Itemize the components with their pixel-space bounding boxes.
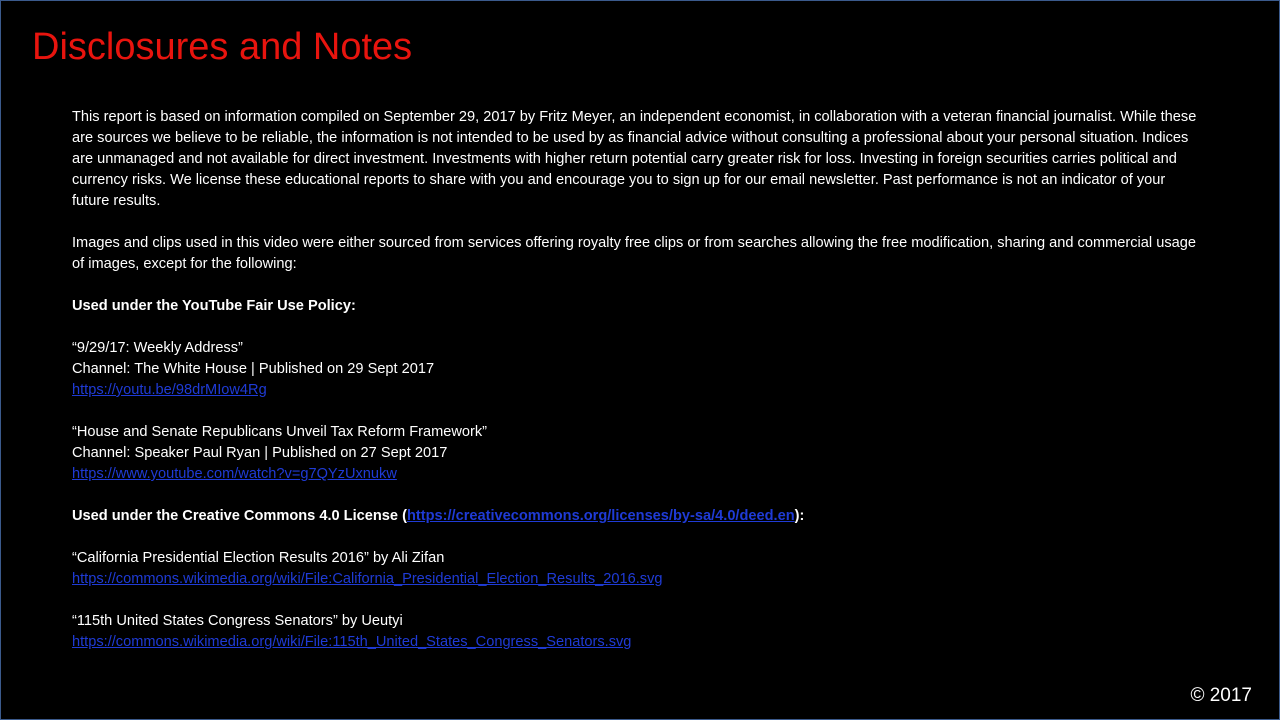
image-credit: [72, 611, 1202, 653]
clip-link[interactable]: https://www.youtube.com/watch?v=g7QYzUxnukw: [72, 466, 397, 482]
image-credit: [72, 548, 1202, 590]
cc-heading-prefix: Used under the Creative Commons 4.0 License (: [72, 508, 407, 524]
copyright-notice: © 2017: [1190, 685, 1252, 706]
clip-credit: [72, 338, 1202, 401]
disclosure-paragraph: This report is based on information compiled on September 29, 2017 by Fritz Meyer, an independent economist, in collaboration with a veteran financial journalist. While these are sources we believe to be reliable, the information is not intended to be used by as financial advice without consulting a professional about your personal situation. Indices are unmanaged and not available for direct investment. Investments with higher return potential carry greater risk for loss. Investing in foreign securities carries political and currency risks. We license these educational reports to share with you and encourage you to sign up for our email newsletter. Past performance is not an indicator of your future results.: [72, 109, 1197, 209]
slide-body: [72, 107, 1202, 674]
image-title: “California Presidential Election Results 2016” by Ali Zifan: [72, 550, 445, 566]
clip-credit: [72, 422, 1202, 485]
cc-heading-suffix: ):: [794, 508, 805, 524]
slide-title: Disclosures and Notes: [32, 26, 413, 68]
image-link[interactable]: https://commons.wikimedia.org/wiki/File:115th_United_States_Congress_Senators.svg: [72, 634, 632, 650]
image-usage-paragraph: Images and clips used in this video were either sourced from services offering royalty free clips or from searches allowing the free modification, sharing and commercial usage of images, except for the following:: [72, 235, 1196, 272]
creative-commons-heading: [72, 506, 1202, 527]
clip-title: “House and Senate Republicans Unveil Tax Reform Framework”: [72, 424, 488, 440]
cc-license-link[interactable]: https://creativecommons.org/licenses/by-sa/4.0/deed.en: [406, 508, 795, 524]
clip-title: “9/29/17: Weekly Address”: [72, 340, 243, 356]
clip-channel: Channel: The White House | Published on 29 Sept 2017: [72, 361, 435, 377]
youtube-fair-use-heading: Used under the YouTube Fair Use Policy:: [72, 298, 356, 314]
image-title: “115th United States Congress Senators” by Ueutyi: [72, 613, 403, 629]
clip-link[interactable]: https://youtu.be/98drMIow4Rg: [72, 382, 267, 398]
image-link[interactable]: https://commons.wikimedia.org/wiki/File:California_Presidential_Election_Results_2016.svg: [72, 571, 663, 587]
clip-channel: Channel: Speaker Paul Ryan | Published on 27 Sept 2017: [72, 445, 448, 461]
